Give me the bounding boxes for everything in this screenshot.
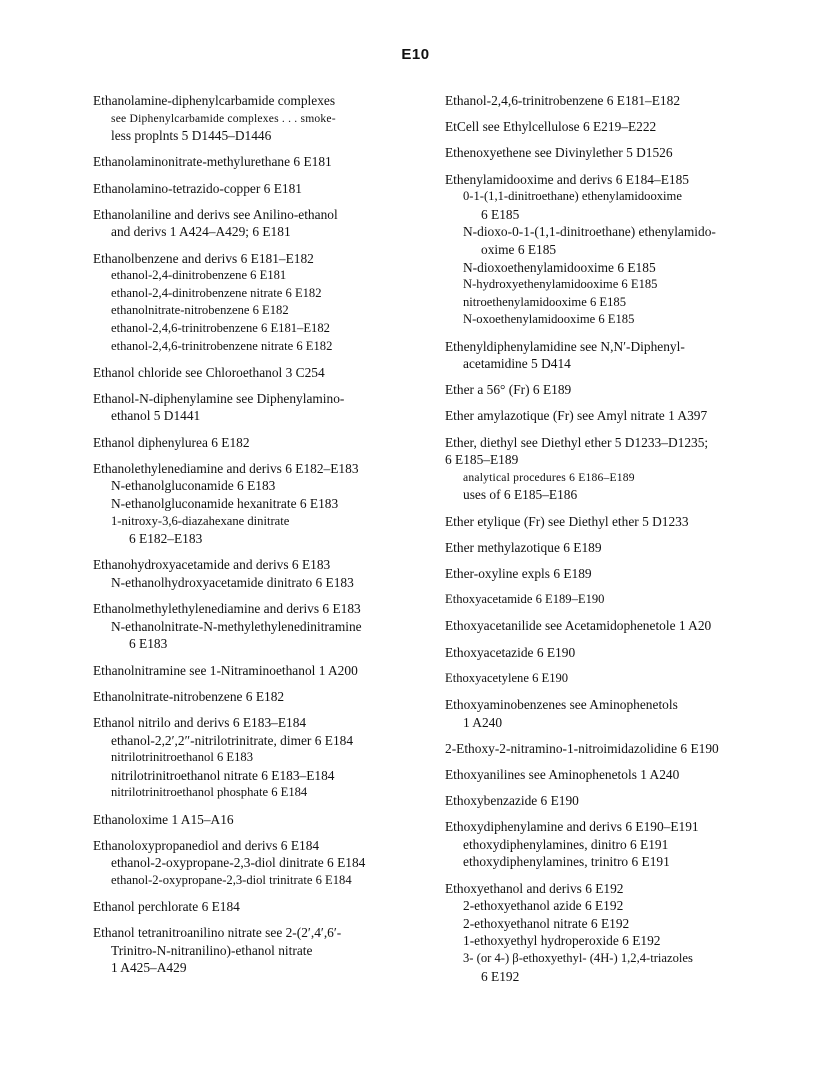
index-entry (93, 250, 433, 356)
index-entry-heading: Ethenoxyethene see Divinylether 5 D1526 (445, 145, 673, 161)
index-entry-heading: Ether amylazotique (Fr) see Amyl nitrate 1 A397 (445, 408, 708, 424)
index-entry-subline: N-ethanolgluconamide 6 E183 (111, 478, 276, 494)
index-column-left (93, 92, 433, 986)
index-entry-heading: Ethanol-2,4,6-trinitrobenzene 6 E181–E182 (445, 93, 681, 108)
index-entry (93, 811, 433, 829)
index-entry-subline: ethanol-2,4,6-trinitrobenzene 6 E181–E182 (111, 320, 330, 335)
index-entry-heading: Ethanol-N-diphenylamine see Diphenylamino- (93, 390, 345, 406)
index-entry (93, 206, 433, 241)
index-entry-subline: 6 E192 (481, 968, 520, 984)
index-entry-heading: Ether-oxyline expls 6 E189 (445, 566, 592, 581)
index-entry-subline: ethanol-2,2′,2″-nitrilotrinitrate, dimer 6 E184 (111, 732, 354, 748)
index-entry-heading: Ethanohydroxyacetamide and derivs 6 E183 (93, 557, 331, 573)
index-entry-heading: Ethoxybenzazide 6 E190 (445, 793, 579, 809)
index-entry-heading: Ethanoloxime 1 A15–A16 (93, 811, 234, 827)
index-entry (93, 180, 433, 198)
index-entry (445, 92, 790, 110)
index-entry-heading: Ethoxyacetazide 6 E190 (445, 644, 576, 660)
index-entry-subline: acetamidine 5 D414 (463, 356, 571, 372)
index-entry (93, 153, 433, 171)
index-entry-subline: ethanolnitrate-nitrobenzene 6 E182 (111, 303, 289, 318)
index-entry-heading: Ether etylique (Fr) see Diethyl ether 5 D1233 (445, 513, 689, 529)
index-entry-subline: see Diphenylcarbamide complexes . . . smoke- (111, 111, 336, 125)
index-entry (93, 600, 433, 653)
index-entry (445, 338, 790, 373)
index-entry (93, 688, 433, 706)
index-entry-subline: ethanol-2-oxypropane-2,3-diol dinitrate 6 E184 (111, 855, 366, 871)
index-entry (93, 556, 433, 591)
index-entry-subline: N-ethanolhydroxyacetamide dinitrato 6 E183 (111, 575, 354, 590)
index-entry (93, 714, 433, 802)
index-entry (445, 539, 790, 557)
index-entry-heading: Ethenylamidooxime and derivs 6 E184–E185 (445, 171, 689, 187)
index-entry (445, 617, 790, 635)
index-entry (93, 434, 433, 452)
index-entry-subline: oxime 6 E185 (481, 241, 557, 257)
index-entry (93, 837, 433, 890)
index-entry (445, 171, 790, 329)
index-entry-heading: Ethanolnitrate-nitrobenzene 6 E182 (93, 688, 285, 704)
index-entry-heading: Ethoxyacetylene 6 E190 (445, 670, 569, 685)
index-entry-subline: 6 E185–E189 (445, 452, 519, 468)
index-entry-heading: Ether methylazotique 6 E189 (445, 539, 602, 555)
index-entry-subline: 1 A425–A429 (111, 960, 187, 976)
index-entry-subline: N-dioxo-0-1-(1,1-dinitroethane) ethenylamido- (463, 224, 716, 240)
index-entry-subline: nitrilotrinitroethanol phosphate 6 E184 (111, 785, 308, 800)
index-entry-heading: 2-Ethoxy-2-nitramino-1-nitroimidazolidine 6 E190 (445, 740, 719, 756)
index-entry (445, 740, 790, 758)
index-entry-subline: N-hydroxyethenylamidooxime 6 E185 (463, 277, 658, 292)
index-entry-subline: 0-1-(1,1-dinitroethane) ethenylamidooxime (463, 189, 682, 204)
index-entry (93, 390, 433, 425)
index-entry (93, 92, 433, 145)
index-entry-heading: Ethanol tetranitroanilino nitrate see 2-(2′,4′,6′- (93, 925, 342, 941)
index-entry-heading: Ethanolmethylethylenediamine and derivs 6 E183 (93, 601, 361, 617)
index-entry (93, 662, 433, 680)
index-entry (93, 460, 433, 548)
index-entry-subline: 1-ethoxyethyl hydroperoxide 6 E192 (463, 933, 661, 949)
page-header: E10 (401, 46, 430, 63)
index-entry-heading: Ethanolamine-diphenylcarbamide complexes (93, 93, 336, 108)
index-entry (445, 880, 790, 986)
index-entry-heading: Ethanolnitramine see 1-Nitraminoethanol 1 A200 (93, 662, 358, 678)
index-entry-subline: 2-ethoxyethanol azide 6 E192 (463, 898, 624, 914)
index-entry-subline: 1 A240 (463, 714, 503, 730)
index-entry (445, 670, 790, 688)
index-entry-subline: N-dioxoethenylamidooxime 6 E185 (463, 259, 656, 275)
index-entry-subline: ethanol-2-oxypropane-2,3-diol trinitrate 6 E184 (111, 872, 352, 887)
index-entry-heading: Ethanol chloride see Chloroethanol 3 C254 (93, 364, 325, 380)
index-entry-subline: ethanol-2,4-dinitrobenzene 6 E181 (111, 268, 287, 283)
index-entry-heading: Ethanol diphenylurea 6 E182 (93, 434, 250, 450)
index-entry-subline: less proplnts 5 D1445–D1446 (111, 128, 272, 144)
index-column-right (445, 92, 790, 994)
index-entry-subline: 6 E185 (481, 206, 520, 222)
index-entry (445, 644, 790, 662)
index-entry-heading: Ethanolaniline and derivs see Anilino-ethanol (93, 206, 338, 222)
index-entry-heading: Ethanolbenzene and derivs 6 E181–E182 (93, 250, 314, 266)
index-entry-subline: Trinitro-N-nitranilino)-ethanol nitrate (111, 942, 313, 958)
index-entry-subline: ethoxydiphenylamines, trinitro 6 E191 (463, 854, 670, 870)
index-entry-heading: Ether a 56° (Fr) 6 E189 (445, 382, 572, 398)
index-entry-heading: Ethoxydiphenylamine and derivs 6 E190–E191 (445, 819, 699, 835)
index-entry-heading: Ethanolamino-tetrazido-copper 6 E181 (93, 180, 302, 196)
index-entry-subline: 1-nitroxy-3,6-diazahexane dinitrate (111, 513, 290, 528)
index-entry-heading: Ethoxyethanol and derivs 6 E192 (445, 880, 624, 896)
index-entry-subline: N-ethanolgluconamide hexanitrate 6 E183 (111, 496, 339, 512)
index-entry (445, 513, 790, 531)
index-entry-subline: and derivs 1 A424–A429; 6 E181 (111, 224, 291, 240)
index-entry-heading: Ether, diethyl see Diethyl ether 5 D1233–D1235; (445, 434, 709, 450)
index-entry-subline: nitroethenylamidooxime 6 E185 (463, 294, 626, 309)
index-entry-heading: Ethoxyacetanilide see Acetamidophenetole 1 A20 (445, 618, 712, 634)
index-entry (445, 766, 790, 784)
index-entry (445, 381, 790, 399)
index-entry-heading: Ethenyldiphenylamidine see N,N′-Diphenyl- (445, 338, 685, 354)
index-entry-subline: 3- (or 4-) β-ethoxyethyl- (4H-) 1,2,4-triazoles (463, 951, 693, 966)
index-entry-subline: N-ethanolnitrate-N-methylethylenedinitramine (111, 618, 362, 634)
index-entry-heading: Ethoxyaminobenzenes see Aminophenetols (445, 696, 678, 712)
index-entry-heading: Ethanol nitrilo and derivs 6 E183–E184 (93, 714, 307, 730)
index-entry (445, 407, 790, 425)
index-entry-heading: Ethoxyacetamide 6 E189–E190 (445, 592, 605, 607)
index-entry (445, 792, 790, 810)
index-entry (445, 818, 790, 871)
index-entry-subline: N-oxoethenylamidooxime 6 E185 (463, 312, 635, 327)
index-entry-heading: Ethanolethylenediamine and derivs 6 E182–E183 (93, 460, 359, 476)
index-entry-heading: EtCell see Ethylcellulose 6 E219–E222 (445, 119, 657, 135)
index-entry-heading: Ethoxyanilines see Aminophenetols 1 A240 (445, 766, 680, 782)
index-entry-subline: 6 E182–E183 (129, 531, 203, 547)
index-entry-subline: 6 E183 (129, 636, 168, 652)
index-entry-subline: analytical procedures 6 E186–E189 (463, 470, 635, 484)
index-entry-subline: nitrilotrinitroethanol 6 E183 (111, 750, 254, 765)
index-entry-subline: ethanol-2,4-dinitrobenzene nitrate 6 E182 (111, 285, 322, 300)
index-entry (93, 924, 433, 977)
index-entry-subline: ethanol 5 D1441 (111, 408, 201, 424)
index-entry-subline: uses of 6 E185–E186 (463, 487, 578, 503)
index-entry-heading: Ethanoloxypropanediol and derivs 6 E184 (93, 837, 320, 853)
index-entry (93, 364, 433, 382)
index-entry-heading: Ethanol perchlorate 6 E184 (93, 899, 240, 915)
index-entry-subline: ethanol-2,4,6-trinitrobenzene nitrate 6 E182 (111, 338, 333, 353)
index-entry (93, 898, 433, 916)
index-entry (445, 565, 790, 583)
index-entry (445, 118, 790, 136)
index-entry (445, 696, 790, 731)
index-entry (445, 144, 790, 162)
index-entry-subline: nitrilotrinitroethanol nitrate 6 E183–E184 (111, 767, 335, 783)
index-entry (445, 591, 790, 609)
index-entry-subline: 2-ethoxyethanol nitrate 6 E192 (463, 915, 630, 931)
index-entry-subline: ethoxydiphenylamines, dinitro 6 E191 (463, 836, 669, 852)
index-entry (445, 434, 790, 504)
index-entry-heading: Ethanolaminonitrate-methylurethane 6 E181 (93, 154, 332, 170)
